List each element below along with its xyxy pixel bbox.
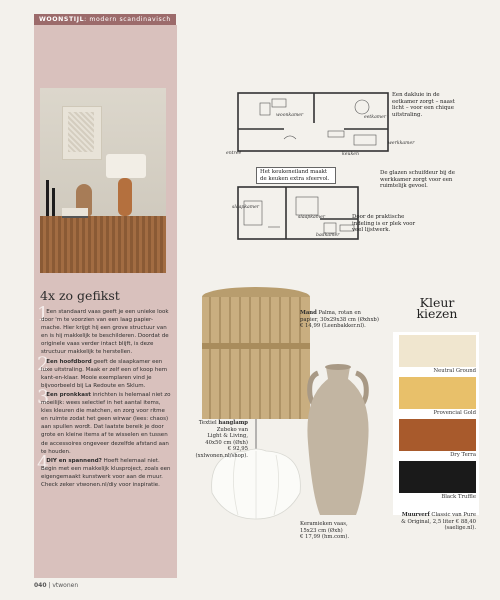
tip-text: Een standaard vaas geeft je een unieke look door 'm te voorzien van een laag papier-mache. Hier krijgt hij een grove structuur van en is hij makkelijk te beschilderen. Doordat de originele vaas verder intact blijft, is deze structuur makkelijk te herstellen. [41,309,169,356]
tip-number: 4 [37,451,50,474]
room-label-woonkamer: woonkamer [276,113,304,118]
caption-vaas: Keramieken vaas, 15x23 cm (Øxh) € 17,99 (hm.com). [300,521,350,541]
interior-photo [40,88,166,273]
color-swatch [399,461,476,493]
tip-number: 3 [37,385,50,408]
tips-list [37,303,173,490]
photo-books [62,208,88,218]
room-label-werkkamer: werkkamer [388,141,415,146]
photo-wall [40,88,166,228]
room-label-slaapkamer: slaapkamer [232,205,260,210]
callout-keukeneiland: Het keukeneiland maakt de keuken extra sfeervol. [256,167,336,184]
tip-item [37,451,173,489]
room-label-slaapkamer-2: slaapkamer [298,215,326,220]
tip-item [37,385,173,456]
tip-item [37,352,173,390]
caption-muurverf: Muurverf Classic van Pure & Original, 2,5 liter € 88,40 (saelige.nl). [401,512,476,532]
tip-text: Een pronkkast inrichten is helemaal niet zo moeilijk: wees selectief in het aantal items, kies kleuren die matchen, en zorg voor ritme en ruimte zodat het geen wirwar (lees: chaos) aan spullen wordt. Dat laatste bereik je door grote en kleine items af te wisselen en tussen de accessoires ongeveer dezelfde afstand aan te houden. [41,391,171,455]
page-number: 040 | vtwonen [34,582,79,589]
color-swatch [399,335,476,367]
room-label-eetkamer: eetkamer [364,115,387,120]
photo-candle [46,180,49,216]
tips-heading: 4x zo gefikst [40,288,120,303]
ceramic-vase-image [307,364,368,515]
section-tag: WOONSTIJL: modern scandinavisch [34,14,176,25]
callout-werkkamer: De glazen schuifdeur bij de werkkamer zorgt voor een ruimtelijk gevoel. [380,170,455,190]
room-label-keuken: keuken [342,152,359,157]
swatch-label: Neutral Ground [433,368,476,374]
tip-item [37,303,173,357]
callout-slaapkamer: Door de praktische indeling is er plek voor veel lijstwerk. [352,214,416,234]
tip-number: 1 [37,303,50,325]
photo-artwork [68,112,94,152]
swatch-label: Black Truffle [441,494,476,500]
swatch-label: Provencial Gold [433,410,476,416]
photo-artwork-frame [62,106,102,160]
tip-number: 2 [37,352,50,375]
photo-lampshade [106,154,146,178]
tip-text: Een hoofdbord geeft de slaapkamer een luxe uitstraling. Maak er zelf een of koop hem kant-en-klaar. Mooie exemplaren vind je bijvoorbeeld bij La Redoute en Sklum. [41,358,168,389]
photo-candle [52,188,55,216]
swatch-label: Dry Terra [450,452,476,458]
color-swatch [399,377,476,409]
photo-sideboard [40,216,166,273]
rattan-basket-image [202,287,310,419]
caption-mand: Mand Palma, rotan en papier, 30x29x38 cm (Øxhxb) € 14,99 (Leenbakker.nl). [300,310,379,330]
photo-lampbase [118,178,132,216]
tip-text: DIY en spannend? Hoeft helemaal niet. Begin met een makkelijk klusproject, zoals een eigengemaakt kunstwerk voor aan de muur. Check zeker vtwonen.nl/diy voor inspiratie. [41,457,171,488]
callout-dakluie: Een dakluie in de eetkamer zorgt – naast licht – voor een chique uitstraling. [392,92,455,118]
caption-hanglamp: Textiel hanglamp Zubeko van Light & Living, 40x50 cm (Øxh) € 92,95 (xxlwonen.nl/shop). [195,420,248,459]
room-label-badkamer: badkamer [316,233,340,238]
color-swatch [399,419,476,451]
room-label-entree: entree [226,151,242,156]
kleur-kiezen-title: Kleur kiezen [416,295,458,321]
